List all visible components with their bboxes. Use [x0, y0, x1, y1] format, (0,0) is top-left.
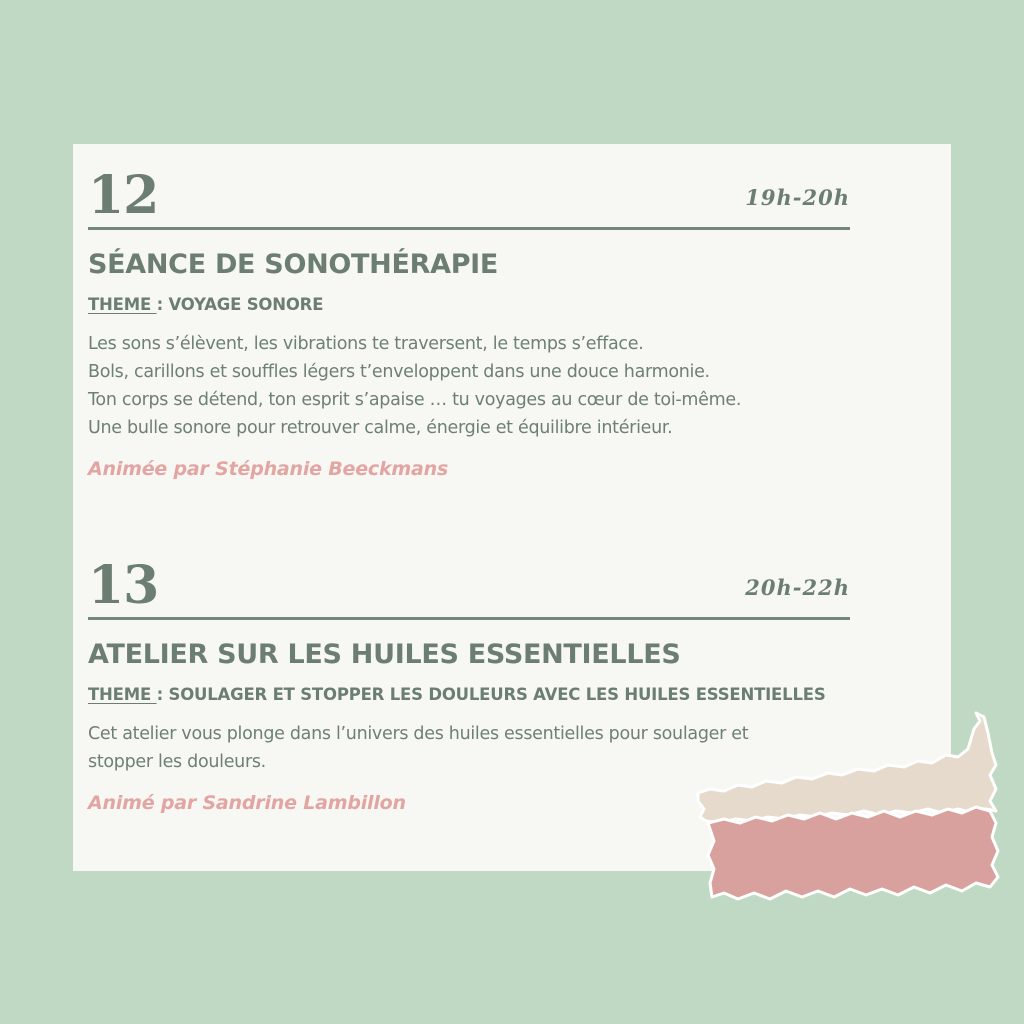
theme-value: : VOYAGE SONORE	[156, 295, 324, 314]
event-header	[88, 166, 850, 230]
description-line: Les sons s’élèvent, les vibrations te traversent, le temps s’efface.	[88, 334, 644, 354]
event-theme	[88, 294, 850, 316]
event-title: ATELIER SUR LES HUILES ESSENTIELLES	[88, 639, 681, 670]
description-line: Bols, carillons et souffles légers t’enveloppent dans une douce harmonie.	[88, 362, 710, 382]
theme-label: THEME	[88, 295, 157, 314]
description-line: Une bulle sonore pour retrouver calme, énergie et équilibre intérieur.	[88, 418, 673, 438]
theme-value: : SOULAGER ET STOPPER LES DOULEURS AVEC LES HUILES ESSENTIELLES	[156, 685, 826, 704]
description-text: Cet atelier vous plonge dans l’univers des huiles essentielles pour soulager et stopper les douleurs.	[88, 724, 749, 772]
event-description	[88, 330, 850, 442]
event-header	[88, 556, 850, 620]
event-12	[88, 166, 850, 482]
event-time: 20h-22h	[745, 575, 850, 600]
event-number: 12	[88, 165, 159, 226]
pink-paper-strip	[708, 807, 998, 899]
torn-paper-decoration	[690, 705, 1010, 905]
event-time: 19h-20h	[745, 185, 850, 210]
description-line: Ton corps se détend, ton esprit s’apaise … tu voyages au cœur de toi-même.	[88, 390, 742, 410]
event-number: 13	[88, 555, 159, 616]
theme-label: THEME	[88, 685, 157, 704]
event-animator: Animé par Sandrine Lambillon	[88, 792, 406, 814]
beige-paper-strip	[698, 713, 996, 823]
event-description	[88, 720, 768, 776]
event-title: SÉANCE DE SONOTHÉRAPIE	[88, 249, 499, 280]
event-theme	[88, 684, 850, 706]
event-animator: Animée par Stéphanie Beeckmans	[88, 458, 449, 480]
